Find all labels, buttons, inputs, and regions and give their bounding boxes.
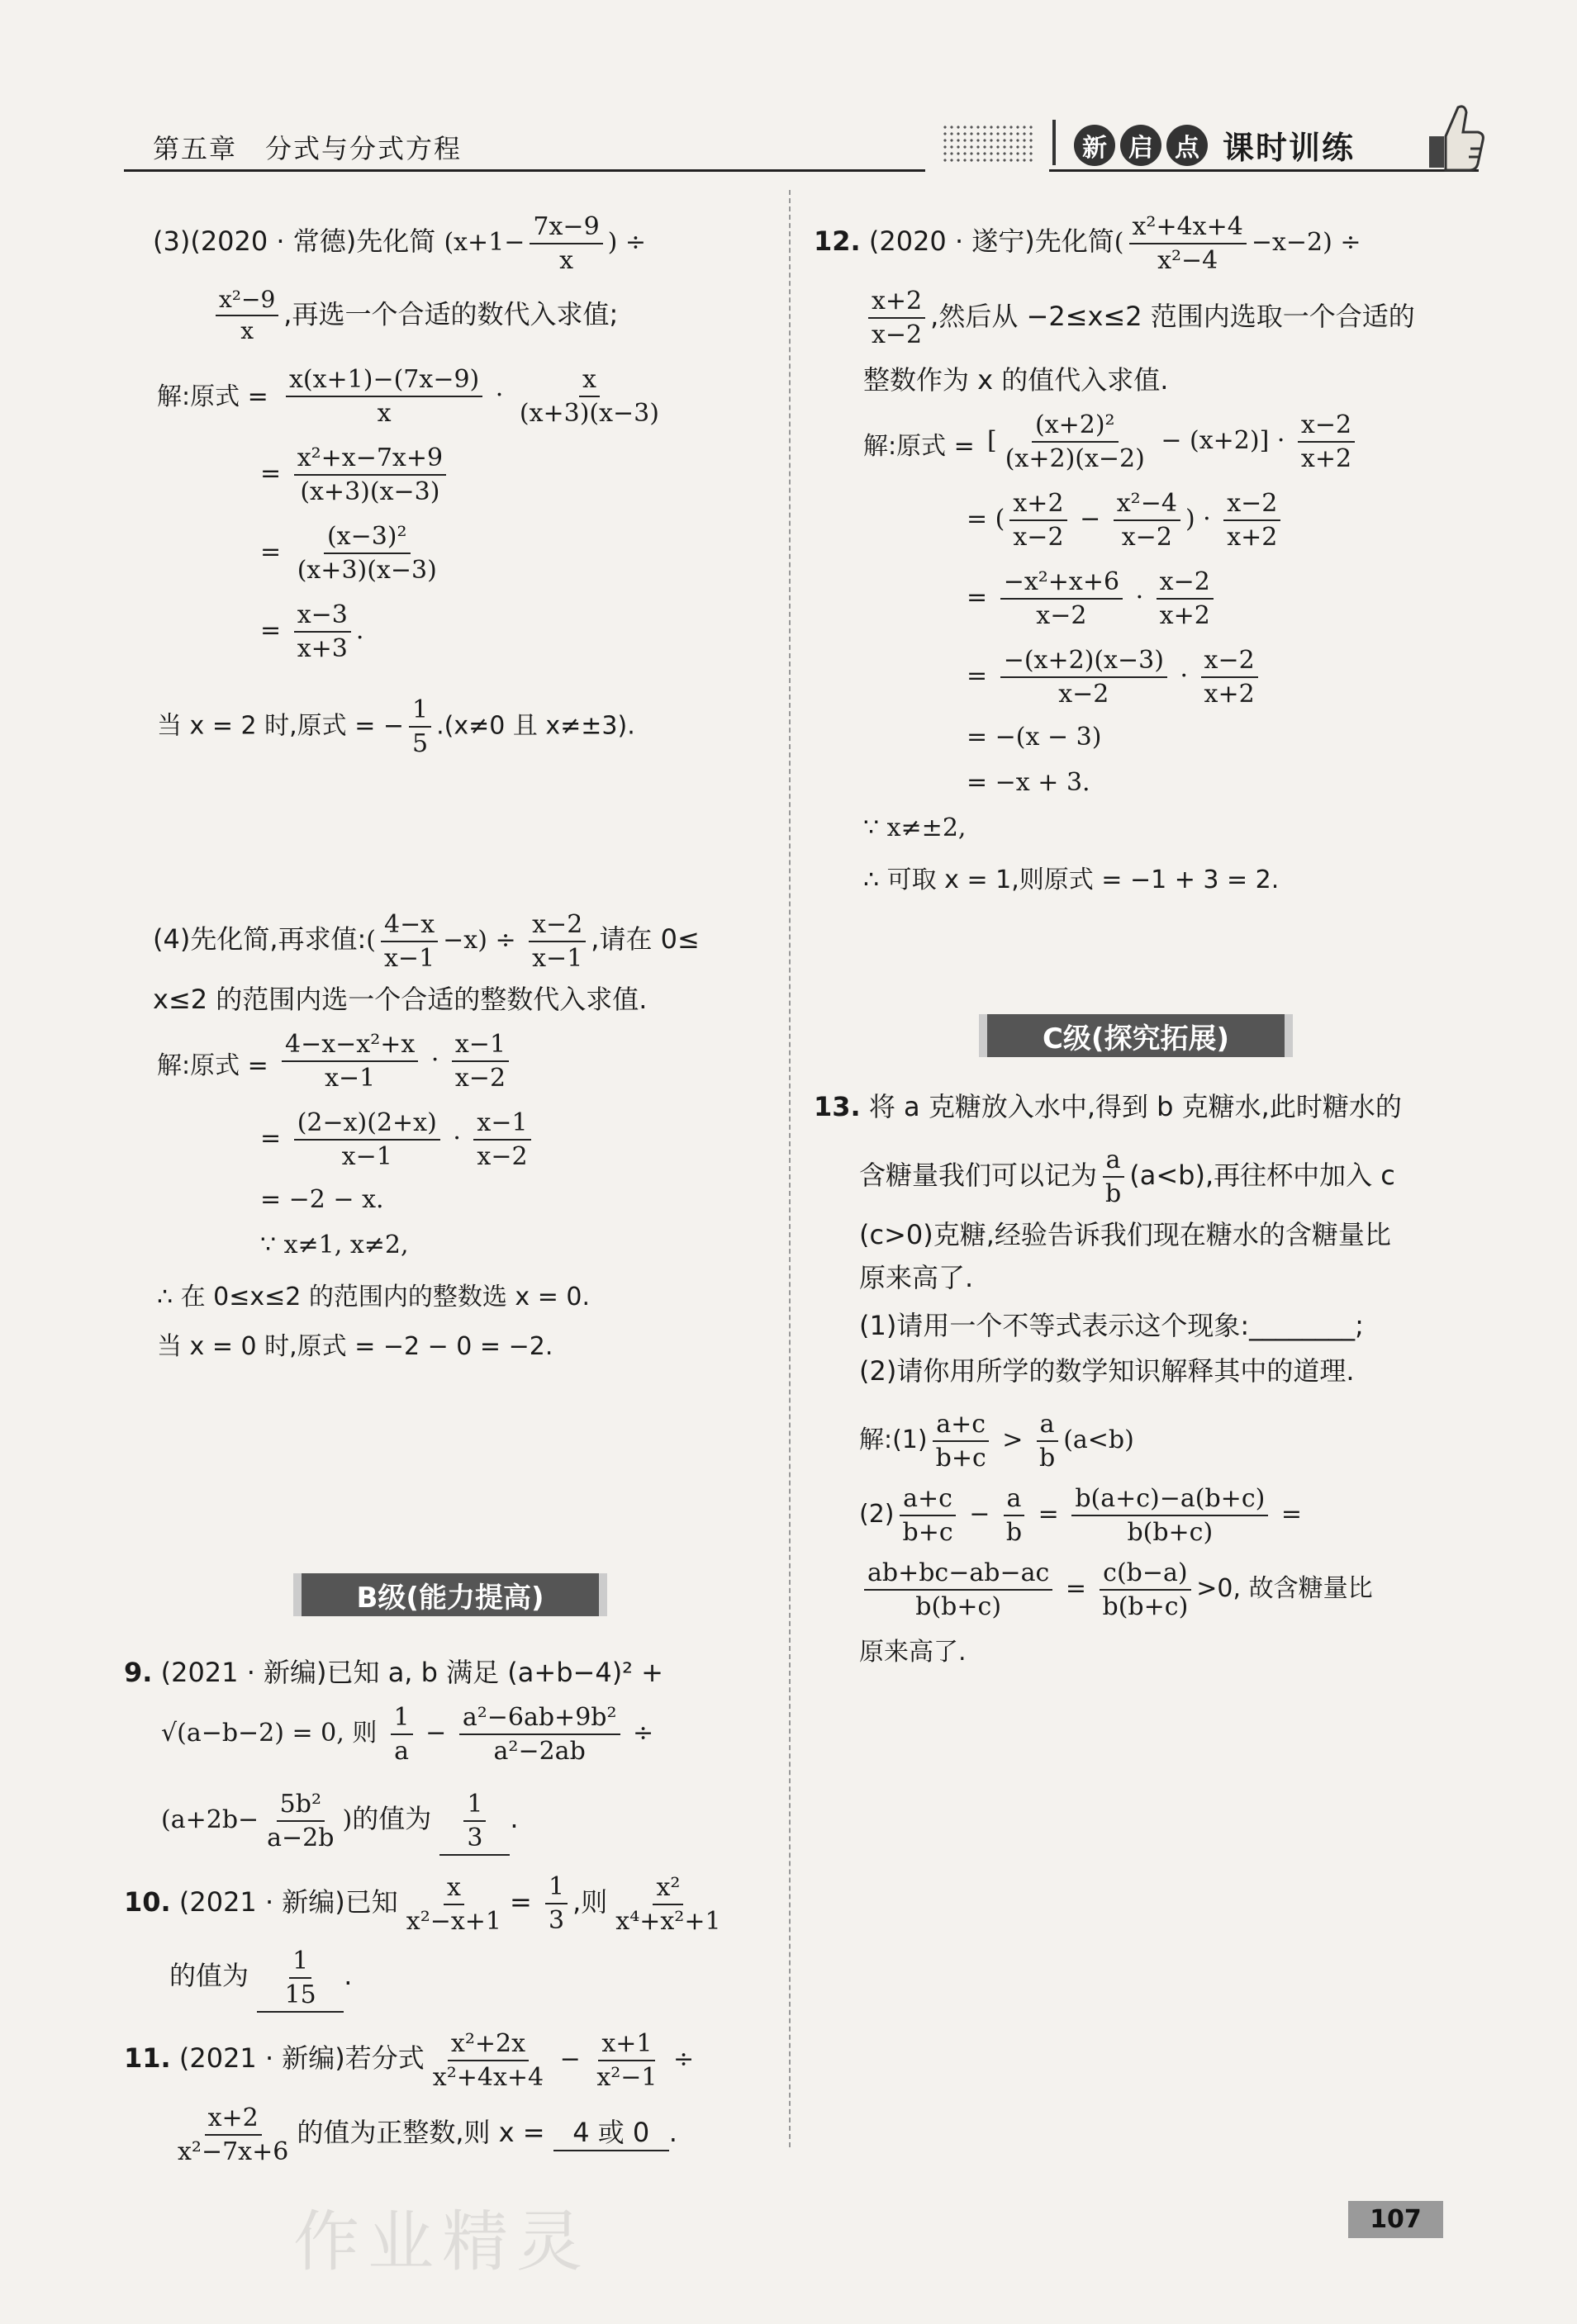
question-12-solution-label: 解:原式 =	[863, 432, 975, 461]
problem-4-step-3: = −2 − x.	[260, 1185, 384, 1214]
question-13-line3: (c>0)克糖,经验告诉我们现在糖水的含糖量比	[859, 1219, 1391, 1250]
question-13-sol-3-tail: >0, 故含糖量比	[1196, 1574, 1373, 1603]
problem-3-line2: $\frac{\text{x²−9}}{x}$ ,再选一个合适的数代入求值;	[211, 285, 618, 347]
question-10-line1: 10. (2021 · 新编)已知 $\frac{x}{\text{x²−x+1}}$ = $\frac{1}{3}$ ,则 $\frac{\text{x²}}{\text{x⁴+x²+1}}$	[124, 1872, 721, 1936]
question-9-number: 9.	[124, 1657, 153, 1688]
question-11-answer: 4 或 0	[553, 2112, 669, 2151]
problem-3-step-4: = $\frac{x-3}{x+3}$ .	[260, 600, 364, 663]
question-10-answer: $\frac{1}{15}$	[257, 1945, 344, 2013]
problem-4-step-5: ∴ 在 0≤x≤2 的范围内的整数选 x = 0.	[157, 1283, 591, 1311]
level-b-banner: B级(能力提高)	[293, 1573, 607, 1616]
question-12-step-5: = −(x − 3)	[967, 723, 1102, 752]
page-number: 107	[1348, 2201, 1443, 2238]
question-10-text-a: (2021 · 新编)已知	[178, 1886, 398, 1918]
problem-3-head: (3)(2020 · 常德)先化简	[153, 225, 436, 257]
level-c-banner: C级(探究拓展)	[979, 1014, 1293, 1057]
question-13-line1	[814, 1086, 1402, 1124]
question-13-line4: 原来高了.	[859, 1262, 974, 1293]
question-13-text-2a: 含糖量我们可以记为	[859, 1160, 1098, 1191]
watermark-stamp: 作业精灵	[293, 2203, 591, 2280]
problem-4-solution-label: 解:原式 =	[157, 1051, 268, 1080]
question-9-line1	[124, 1652, 663, 1690]
brand-logo	[1074, 122, 1355, 168]
question-13-solution-4: 原来高了.	[859, 1638, 967, 1667]
question-9-text-a: (2021 · 新编)已知 a, b 满足 (a+b−4)² +	[160, 1657, 663, 1688]
question-11-text-b: 的值为正整数,则 x =	[297, 2117, 545, 2148]
header-separator	[1052, 120, 1056, 165]
question-13-sol-2-label: (2)	[859, 1500, 895, 1529]
question-12-line2: $\frac{x+2}{x-2}$ ,然后从 −2≤x≤2 范围内选取一个合适的	[863, 285, 1415, 351]
problem-4-line2: x≤2 的范围内选一个合适的整数代入求值.	[153, 984, 648, 1015]
question-12-step-8: ∴ 可取 x = 1,则原式 = −1 + 3 = 2.	[863, 866, 1280, 894]
question-13-sol-1-cond: (a<b)	[1063, 1425, 1134, 1454]
problem-4-head: (4)先化简,再求值:	[153, 923, 367, 955]
question-9-text-c: 的值为	[352, 1803, 432, 1834]
chapter-title: 第五章 分式与分式方程	[153, 133, 463, 164]
question-11-text-a: (2021 · 新编)若分式	[178, 2042, 425, 2074]
problem-3-step-2: = $\frac{\text{x²+x−7x+9}}{(x+3)(x-3)}$	[260, 442, 451, 508]
question-13-line6: (2)请你用所学的数学知识解释其中的道理.	[859, 1355, 1355, 1387]
question-13-line2: 含糖量我们可以记为 $\frac{a}{b}$ (a<b),再往杯中加入 c	[859, 1145, 1395, 1208]
question-12-line3: 整数作为 x 的值代入求值.	[863, 364, 1169, 396]
question-11-line1: 11. (2021 · 新编)若分式 $\frac{\text{x²+2x}}{\text{x²+4x+4}}$ − $\frac{x+1}{\text{x²−1}}$ ÷	[124, 2029, 695, 2092]
question-10-text-d: 的值为	[169, 1960, 249, 1991]
question-13-text-1: 将 a 克糖放入水中,得到 b 克糖水,此时糖水的	[868, 1091, 1402, 1122]
problem-3-answer: 当 x = 2 时,原式 = − $\frac{1}{5}$ .(x≠0 且 x≠±3).	[157, 695, 635, 758]
question-9-text-b: √(a−b−2) = 0, 则	[161, 1719, 378, 1748]
question-12-step-4: = $\frac{-(x+2)(x-3)}{x-2}$ · $\frac{x-2}{x+2}$	[967, 644, 1263, 710]
header-rule	[124, 169, 925, 172]
problem-3-expr-a: (x+1− $\frac{7x-9}{x}$ ) ÷	[444, 212, 647, 275]
problem-3-cond: .(x≠0 且 x≠±3).	[436, 711, 635, 741]
problem-4-step-1: $\frac{\text{4−x−x²+x}}{x-1}$ · $\frac{x-1}{x-2}$	[277, 1028, 514, 1094]
brand-text: 课时训练	[1223, 130, 1356, 166]
question-9-line2: √(a−b−2) = 0, 则 $\frac{1}{a}$ − $\frac{\text{a²−6ab+9b²}}{\text{a²−2ab}}$ ÷	[161, 1703, 654, 1766]
question-12-step-6: = −x + 3.	[967, 768, 1090, 797]
question-12-step-2: = ( $\frac{x+2}{x-2}$ − $\frac{\text{x²−4}}{x-2}$ ) · $\frac{x-2}{x+2}$	[967, 487, 1285, 553]
question-12-head: (2020 · 遂宁)先化简	[868, 225, 1114, 257]
question-13-solution-1: 解:(1) $\frac{a+c}{b+c}$ > $\frac{a}{b}$ (a<b)	[859, 1410, 1134, 1473]
thumbs-up-icon	[1421, 99, 1487, 173]
problem-3-step-1: $\frac{x(x+1)-(7x-9)}{x}$ · $\frac{x}{(x+3)(x-3)}$	[281, 363, 667, 429]
question-10-text-c: ,则	[572, 1886, 608, 1918]
question-13-text-2b: (a<b),再往杯中加入 c	[1129, 1160, 1395, 1191]
problem-4-step-2: = $\frac{(2-x)(2+x)}{x-1}$ · $\frac{x-1}{x-2}$	[260, 1107, 536, 1173]
problem-4-step-4: ∵ x≠1, x≠2,	[260, 1231, 409, 1259]
question-12-step-7: ∵ x≠±2,	[863, 813, 967, 842]
brand-char-2: 启	[1120, 125, 1161, 166]
question-12-line2-text: ,然后从 −2≤x≤2 范围内选取一个合适的	[930, 301, 1415, 332]
question-13-solution-3: $\frac{ab+bc-ab-ac}{b(b+c)}$ = $\frac{c(b-a)}{b(b+c)}$ >0, 故含糖量比	[859, 1557, 1373, 1623]
header-rule-right	[1049, 169, 1479, 172]
column-separator	[789, 190, 791, 2147]
question-10-number: 10.	[124, 1886, 171, 1918]
problem-4-tail: ,请在 0≤	[591, 923, 700, 955]
question-11-line2: $\frac{x+2}{\text{x²−7x+6}}$ 的值为正整数,则 x = 4 或 0 .	[178, 2103, 677, 2166]
question-9-line3: (a+2b− $\frac{\text{5b²}}{a-2b}$ )的值为 $\frac{1}{3}$ .	[161, 1788, 519, 1856]
question-12-line1: 12. (2020 · 遂宁)先化简( $\frac{\text{x²+4x+4}}{\text{x²−4}}$ −x−2) ÷	[814, 212, 1361, 275]
problem-3-solution-label: 解:原式 =	[157, 382, 268, 411]
question-12-step-1: [ $\frac{\text{(x+2)²}}{(x+2)(x-2)}$ − (x+2)] · $\frac{x-2}{x+2}$	[987, 409, 1360, 475]
question-9-answer: $\frac{1}{3}$	[439, 1788, 510, 1856]
problem-3-when: 当 x = 2 时,原式 = −	[157, 711, 405, 741]
question-10-line2: 的值为 $\frac{1}{15}$ .	[169, 1945, 352, 2013]
problem-3-statement	[153, 211, 646, 277]
question-13-number: 13.	[814, 1091, 861, 1122]
question-11-number: 11.	[124, 2042, 171, 2074]
header-dot-pattern	[942, 124, 1033, 162]
problem-3-step-3: = $\frac{\text{(x−3)²}}{(x+3)(x-3)}$	[260, 522, 437, 585]
problem-3-tail: ,再选一个合适的数代入求值;	[283, 298, 619, 330]
brand-char-3: 点	[1166, 125, 1208, 166]
brand-char-1: 新	[1074, 125, 1115, 166]
question-13-sol-1-label: 解:(1)	[859, 1425, 928, 1454]
question-12-number: 12.	[814, 225, 861, 257]
question-12-step-3: = $\frac{\text{−x²+x+6}}{x-2}$ · $\frac{x-2}{x+2}$	[967, 566, 1218, 632]
problem-4-step-6: 当 x = 0 时,原式 = −2 − 0 = −2.	[157, 1332, 553, 1361]
question-13-solution-2: (2) $\frac{a+c}{b+c}$ − $\frac{a}{b}$ = $\frac{b(a+c)-a(b+c)}{b(b+c)}$ =	[859, 1484, 1303, 1547]
question-10-text-b: =	[510, 1886, 541, 1918]
question-13-line5: (1)请用一个不等式表示这个现象:________;	[859, 1310, 1364, 1341]
problem-4-statement: (4)先化简,再求值:( $\frac{4-x}{x-1}$ −x) ÷ $\frac{x-2}{x-1}$ ,请在 0≤	[153, 910, 700, 973]
